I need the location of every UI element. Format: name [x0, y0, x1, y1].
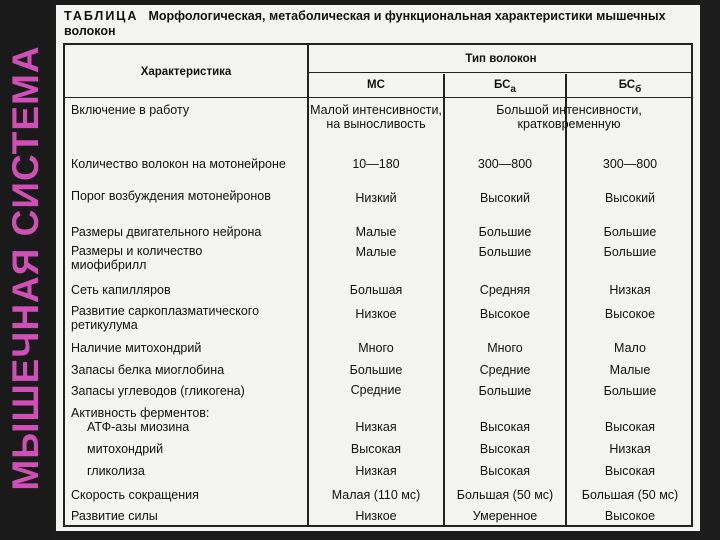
cell-bs-b: Малые — [609, 363, 651, 377]
cell-bs-a: Высокая — [479, 420, 531, 434]
cell-bs-b: Большие — [603, 245, 657, 259]
row-label: Размеры двигательного нейрона — [71, 225, 262, 239]
row-label: АТФ-азы миозина — [87, 420, 190, 434]
column-divider — [443, 74, 445, 525]
slide-title: МЫШЕЧНАЯ СИСТЕМА — [5, 45, 46, 491]
cell-bs-a: 300—800 — [477, 157, 533, 171]
cell-bs-b: Большая (50 мс) — [581, 488, 679, 502]
table-document — [56, 5, 700, 531]
cell-bs-b: Высокое — [604, 509, 656, 523]
cell-ms: Малой интенсивности, на выносливость — [310, 103, 442, 131]
cell-bs-a: Большие — [478, 225, 532, 239]
cell-bs-b: Низкая — [609, 283, 651, 297]
cell-ms: Большие — [349, 363, 403, 377]
caption-text: Морфологическая, метаболическая и функциональная характеристики мышечных волокон — [64, 9, 666, 38]
cell-bs-a: Средняя — [479, 283, 531, 297]
row-label: Развитие саркоплазматического ретикулума — [71, 304, 260, 332]
cell-bs-b: Высокая — [604, 464, 656, 478]
cell-bs-a: Большие — [478, 384, 532, 398]
header-bs-a-sub: а — [510, 84, 516, 95]
cell-bs-a: Высокая — [479, 464, 531, 478]
cell-bs-b: 300—800 — [602, 157, 658, 171]
table-caption — [64, 9, 694, 39]
cell-bs-b: Высокий — [604, 191, 656, 205]
cell-bs-b: Мало — [614, 341, 646, 355]
row-label: Размеры и количество миофибрилл — [71, 244, 203, 272]
header-bs-b — [567, 78, 693, 93]
cell-ms: Низкое — [355, 307, 397, 321]
row-label: Запасы углеводов (гликогена) — [71, 384, 245, 398]
row-label: Запасы белка миоглобина — [71, 363, 225, 377]
cell-bs-b: Высокое — [604, 307, 656, 321]
row-label: Сеть капилляров — [71, 283, 171, 297]
header-ms: МС — [367, 79, 385, 91]
cell-bs-a: Большая (50 мс) — [456, 488, 554, 502]
cell-bs-a: Умеренное — [472, 509, 538, 523]
cell-ms: Низкая — [355, 464, 397, 478]
cell-bs-b: Большие — [603, 384, 657, 398]
header-bs-b-sub: б — [635, 84, 642, 95]
cell-bs-b: Высокая — [604, 420, 656, 434]
row-label: гликолиза — [87, 464, 145, 478]
header-bs-a-label: БС — [494, 79, 511, 91]
row-label: Скорость сокращения — [71, 488, 199, 502]
header-bs-b-label: БС — [618, 79, 636, 91]
cell-ms: Средние — [350, 383, 402, 397]
row-label: Развитие силы — [71, 509, 158, 523]
cell-ms: Низкий — [355, 191, 397, 205]
cell-bs-a: Средние — [479, 363, 531, 377]
header-divider — [307, 72, 691, 73]
header-bottom-rule — [65, 97, 691, 98]
row-label: Наличие митохондрий — [71, 341, 202, 355]
row-group-label: Активность ферментов: — [71, 406, 210, 420]
caption-label: ТАБЛИЦА — [64, 9, 139, 23]
data-table — [63, 43, 693, 527]
cell-bs-a: Много — [487, 341, 523, 355]
cell-bs-combined: Большой интенсивности, кратковременную — [496, 103, 642, 131]
cell-bs-a: Большие — [478, 245, 532, 259]
cell-ms: Низкая — [355, 420, 397, 434]
cell-ms: Низкое — [355, 509, 397, 523]
header-bs-a — [445, 78, 565, 93]
row-label: Количество волокон на мотонейроне — [71, 157, 286, 171]
cell-ms: Малые — [355, 225, 397, 239]
header-characteristic: Характеристика — [140, 66, 232, 78]
cell-ms: 10—180 — [352, 157, 400, 171]
cell-bs-a: Высокая — [479, 442, 531, 456]
cell-bs-a: Высокий — [479, 191, 531, 205]
column-divider — [565, 74, 567, 525]
cell-bs-b: Низкая — [609, 442, 651, 456]
cell-ms: Большая — [349, 283, 403, 297]
cell-bs-a: Высокое — [479, 307, 531, 321]
row-label: Включение в работу — [71, 103, 190, 117]
row-label: Порог возбуждения мотонейронов — [71, 189, 271, 203]
slide-title-sidebar — [0, 0, 52, 540]
cell-ms: Малые — [355, 245, 397, 259]
cell-ms: Много — [358, 341, 394, 355]
cell-ms: Высокая — [350, 442, 402, 456]
cell-ms: Малая (110 мс) — [331, 488, 421, 502]
cell-bs-b: Большие — [603, 225, 657, 239]
row-label: митохондрий — [87, 442, 164, 456]
header-fiber-type: Тип волокон — [465, 53, 537, 65]
